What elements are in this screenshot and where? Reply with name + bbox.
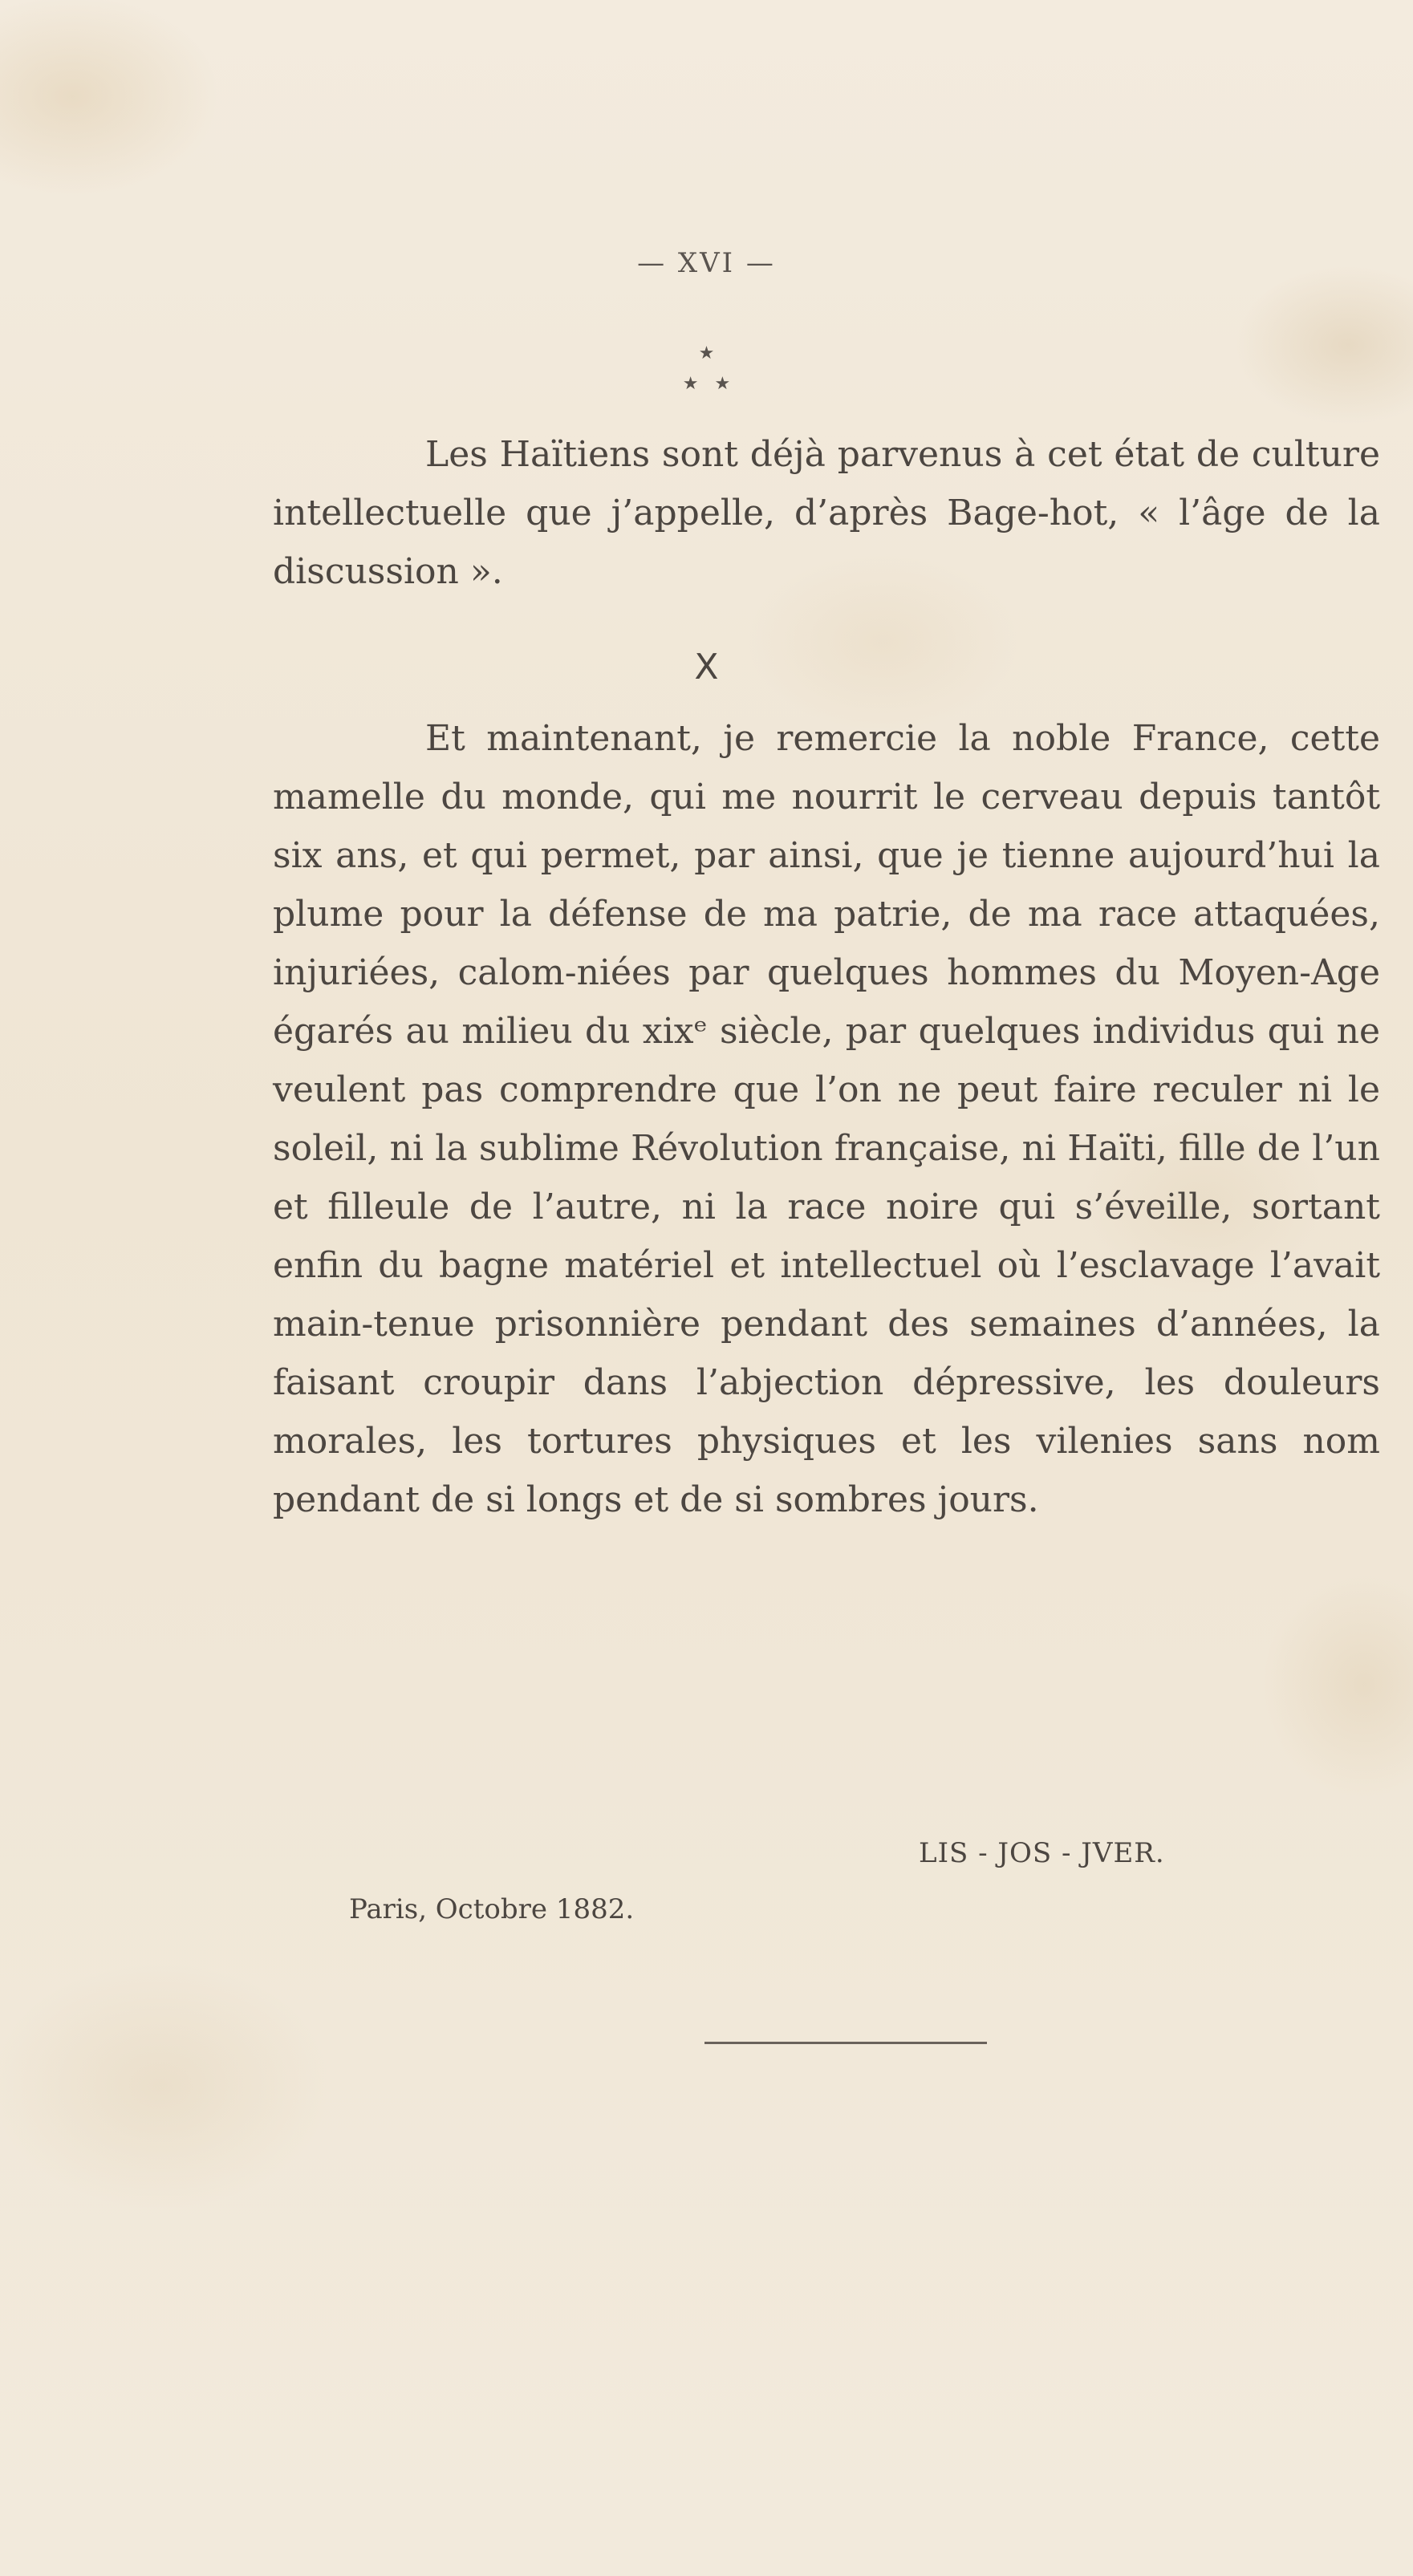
- closing-rule: [704, 2042, 987, 2044]
- place-date-line: Paris, Octobre 1882.: [349, 1893, 635, 1925]
- paragraph-age-of-discussion: [273, 425, 1380, 601]
- author-signature: LIS - JOS - JVER.: [919, 1837, 1165, 1869]
- asterism-star-top: ★: [698, 343, 715, 363]
- paragraph-text: Et maintenant, je remercie la noble France, cette mamelle du monde, qui me nourrit le cerveau depuis tantôt six ans, et qui permet, par ainsi, que je tienne aujourd’hui la plume pour la défense de ma patrie, de ma race attaquées, injuriées, calom-niées par quelques hommes du Moyen-Age égarés au milieu du xixᵉ siècle, par quelques individus qui ne veulent pas comprendre que l’on ne peut faire reculer ni le soleil, ni la sublime Révolution française, ni Haïti, fille de l’un et filleule de l’autre, ni la race noire qui s’éveille, sortant enfin du bagne matériel et intellectuel où l’esclavage l’avait main-tenue prisonnière pendant des semaines d’années, la faisant croupir dans l’abjection dépressive, les douleurs morales, les tortures physiques et les vilenies sans nom pendant de si longs et de si sombres jours.: [273, 718, 1380, 1520]
- section-separator: X: [694, 647, 719, 688]
- asterism-stars-bottom: ★★: [682, 374, 747, 394]
- paragraph-thanks-to-france: [273, 709, 1380, 1529]
- paragraph-text: Les Haïtiens sont déjà parvenus à cet état de culture intellectuelle que j’appelle, d’après Bage-hot, « l’âge de la discussion ».: [273, 434, 1380, 592]
- page-number: — XVI —: [637, 247, 776, 279]
